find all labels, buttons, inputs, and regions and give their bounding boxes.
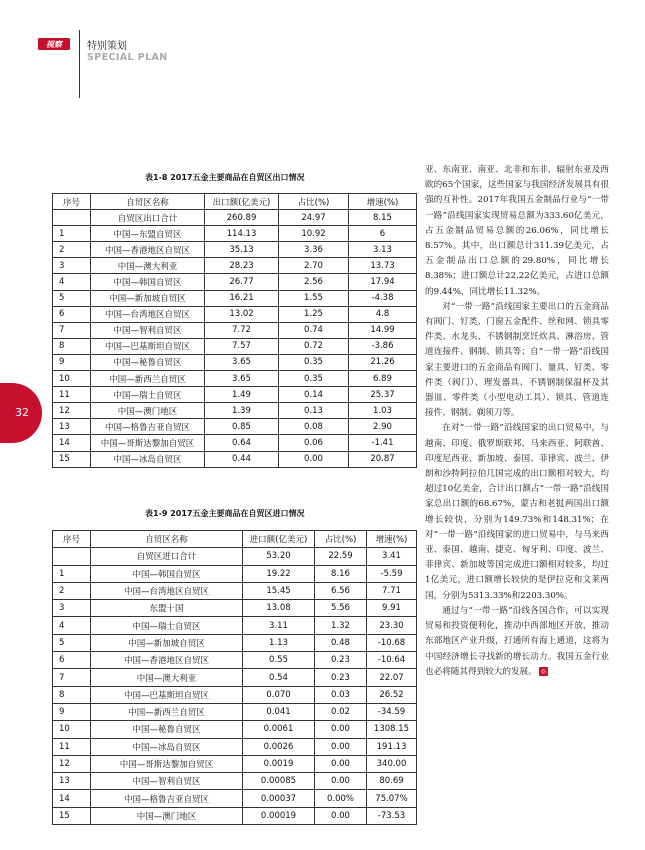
cell-seq: 14: [53, 790, 91, 807]
cell-name: 中国—韩国自贸区: [91, 274, 205, 290]
table-row: [53, 669, 417, 686]
cell-seq: 13: [53, 419, 91, 435]
cell-share: 0.02: [315, 703, 367, 720]
cell-seq: 12: [53, 403, 91, 419]
cell-share: 6.56: [315, 582, 367, 599]
cell-name: 中国—瑞士自贸区: [91, 617, 243, 634]
cell-growth: 26.52: [367, 686, 417, 703]
table2-title: 表1-9 2017五金主要商品在自贸区进口情况: [145, 509, 305, 518]
cell-growth: 3.13: [349, 242, 417, 258]
cell-share: 0.03: [315, 686, 367, 703]
cell-share: 0.00: [315, 755, 367, 772]
cell-seq: 3: [53, 258, 91, 274]
header-growth: 增速(%): [367, 531, 417, 548]
cell-share: 0.00: [315, 738, 367, 755]
table-row: [53, 686, 417, 703]
cell-share: 0.23: [315, 652, 367, 669]
cell-share: 0.00: [315, 721, 367, 738]
cell-growth: 9.91: [367, 600, 417, 617]
cell-growth: 14.99: [349, 322, 417, 338]
cell-share: 0.00%: [315, 790, 367, 807]
cell-name: 中国—澳门地区: [91, 403, 205, 419]
cell-name: 中国—哥斯达黎加自贸区: [91, 755, 243, 772]
cell-name: 中国—冰岛自贸区: [91, 738, 243, 755]
table-row: [53, 790, 417, 807]
cell-value: 0.070: [243, 686, 315, 703]
header-divider: [79, 30, 80, 98]
cell-seq: 6: [53, 306, 91, 322]
cell-share: 0.00: [315, 807, 367, 824]
cell-value: 15.45: [243, 582, 315, 599]
cell-growth: -34.59: [367, 703, 417, 720]
cell-seq: [53, 210, 91, 226]
cell-share: 3.36: [279, 242, 349, 258]
header-name: 自贸区名称: [91, 531, 243, 548]
cell-growth: 1.03: [349, 403, 417, 419]
cell-value: 16.21: [205, 290, 279, 306]
cell-growth: 8.15: [349, 210, 417, 226]
header-value: 进口额(亿美元): [243, 531, 315, 548]
cell-growth: 20.87: [349, 451, 417, 467]
paragraph-3: 在对“一带一路”沿线国家的出口贸易中，与越南、印度、俄罗斯联邦、马来西亚、阿联酋、印度尼西亚、新加坡、泰国、菲律宾、波兰、伊朗和沙特阿拉伯几国完成的出口额相对较大，均超过10亿美金，合计出口额占“一带一路”沿线国家总出口额的68.67%，蒙古和老挝两国出口额增长较快，分别为149.73%和148.31%；在对“一带一路”沿线国家的进口贸易中，与马来西亚、泰国、越南、捷克、匈牙利、印度、波兰、菲律宾、新加坡等国完成进口额相对较多，均过1亿美元，进口额增长较快的是伊拉克和文莱两国，分别为5313.33%和2203.30%。: [425, 423, 609, 601]
cell-value: 0.00019: [243, 807, 315, 824]
table-row: [53, 354, 417, 370]
cell-value: 3.11: [243, 617, 315, 634]
cell-seq: 8: [53, 338, 91, 354]
cell-value: 0.041: [243, 703, 315, 720]
cell-share: 24.97: [279, 210, 349, 226]
cell-name: 中国—格鲁吉亚自贸区: [91, 790, 243, 807]
end-mark-icon: ◎: [540, 667, 546, 675]
table-row: [53, 338, 417, 354]
paragraph-4-text: 通过与“一带一路”沿线各国合作，可以实现贸易和投资便利化，推动中西部地区开放，推动东部地区产业升级，打通所有海上通道，这将为中国经济增长寻找新的增长动力。我国五金行业也必将随其得到较大的发展。: [425, 605, 609, 677]
cell-value: 35.13: [205, 242, 279, 258]
cell-growth: 340.00: [367, 755, 417, 772]
table-row: [53, 306, 417, 322]
cell-value: 0.0061: [243, 721, 315, 738]
cell-share: 1.25: [279, 306, 349, 322]
cell-share: 0.00: [315, 773, 367, 790]
cell-name: 中国—新加坡自贸区: [91, 634, 243, 651]
cell-name: 中国—瑞士自贸区: [91, 387, 205, 403]
cell-seq: 13: [53, 773, 91, 790]
cell-share: 0.08: [279, 419, 349, 435]
cell-growth: 21.26: [349, 354, 417, 370]
table-row: [53, 634, 417, 651]
cell-seq: 2: [53, 582, 91, 599]
cell-seq: 6: [53, 652, 91, 669]
cell-name: 中国—澳大利亚: [91, 258, 205, 274]
section-title-cn: 特别策划: [87, 41, 127, 52]
cell-growth: 6: [349, 226, 417, 242]
cell-growth: 6.89: [349, 371, 417, 387]
cell-value: 0.00085: [243, 773, 315, 790]
cell-value: 0.44: [205, 451, 279, 467]
cell-seq: 10: [53, 721, 91, 738]
cell-seq: [53, 548, 91, 565]
cell-seq: 2: [53, 242, 91, 258]
total-row: [53, 548, 417, 565]
cell-share: 2.56: [279, 274, 349, 290]
cell-growth: -73.53: [367, 807, 417, 824]
section-tag-badge: 视察: [38, 38, 70, 50]
cell-seq: 11: [53, 738, 91, 755]
cell-share: 0.00: [279, 451, 349, 467]
cell-name: 中国—巴基斯坦自贸区: [91, 338, 205, 354]
cell-seq: 15: [53, 451, 91, 467]
section-title-en: SPECIAL PLAN: [87, 52, 168, 63]
cell-share: 1.32: [315, 617, 367, 634]
cell-name: 中国—新加坡自贸区: [91, 290, 205, 306]
cell-growth: 25.37: [349, 387, 417, 403]
table-header-row: [53, 194, 417, 210]
cell-seq: 15: [53, 807, 91, 824]
table-row: [53, 403, 417, 419]
cell-growth: 13.73: [349, 258, 417, 274]
cell-growth: -1.41: [349, 435, 417, 451]
cell-value: 19.22: [243, 565, 315, 582]
cell-seq: 10: [53, 371, 91, 387]
cell-value: 3.65: [205, 354, 279, 370]
cell-name: 中国—秘鲁自贸区: [91, 721, 243, 738]
cell-seq: 4: [53, 274, 91, 290]
table-row: [53, 258, 417, 274]
export-table: [52, 193, 417, 468]
cell-growth: -5.59: [367, 565, 417, 582]
cell-value: 1.49: [205, 387, 279, 403]
cell-name: 中国—智利自贸区: [91, 773, 243, 790]
cell-value: 53.20: [243, 548, 315, 565]
cell-value: 0.85: [205, 419, 279, 435]
table-header-row: [53, 531, 417, 548]
table-row: [53, 242, 417, 258]
cell-seq: 1: [53, 226, 91, 242]
cell-seq: 12: [53, 755, 91, 772]
cell-name: 自贸区出口合计: [91, 210, 205, 226]
cell-value: 13.02: [205, 306, 279, 322]
cell-seq: 9: [53, 703, 91, 720]
cell-name: 中国—香港地区自贸区: [91, 652, 243, 669]
cell-growth: 7.71: [367, 582, 417, 599]
cell-share: 0.35: [279, 354, 349, 370]
cell-value: 26.77: [205, 274, 279, 290]
table-row: [53, 290, 417, 306]
table-row: [53, 807, 417, 824]
table-row: [53, 322, 417, 338]
cell-name: 中国—台湾地区自贸区: [91, 582, 243, 599]
cell-name: 中国—冰岛自贸区: [91, 451, 205, 467]
table-row: [53, 226, 417, 242]
cell-name: 中国—澳门地区: [91, 807, 243, 824]
cell-name: 中国—澳大利亚: [91, 669, 243, 686]
table-row: [53, 419, 417, 435]
cell-seq: 9: [53, 354, 91, 370]
header-seq: 序号: [53, 531, 91, 548]
cell-name: 中国—哥斯达黎加自贸区: [91, 435, 205, 451]
cell-growth: -10.68: [367, 634, 417, 651]
cell-value: 114.13: [205, 226, 279, 242]
cell-value: 28.23: [205, 258, 279, 274]
cell-growth: 191.13: [367, 738, 417, 755]
paragraph-4: [425, 604, 609, 680]
table-row: [53, 600, 417, 617]
table-row: [53, 371, 417, 387]
cell-value: 1.39: [205, 403, 279, 419]
cell-share: 0.06: [279, 435, 349, 451]
cell-share: 1.55: [279, 290, 349, 306]
table-row: [53, 565, 417, 582]
cell-seq: 4: [53, 617, 91, 634]
import-table: [52, 530, 417, 825]
total-row: [53, 210, 417, 226]
cell-name: 中国—东盟自贸区: [91, 226, 205, 242]
cell-seq: 7: [53, 322, 91, 338]
cell-name: 中国—新西兰自贸区: [91, 703, 243, 720]
cell-seq: 14: [53, 435, 91, 451]
cell-name: 东盟十国: [91, 600, 243, 617]
cell-share: 0.23: [315, 669, 367, 686]
cell-growth: 22.07: [367, 669, 417, 686]
cell-seq: 11: [53, 387, 91, 403]
cell-growth: 23.30: [367, 617, 417, 634]
table-row: [53, 703, 417, 720]
cell-growth: 75.07%: [367, 790, 417, 807]
table-row: [53, 617, 417, 634]
cell-value: 7.72: [205, 322, 279, 338]
cell-seq: 3: [53, 600, 91, 617]
cell-share: 0.74: [279, 322, 349, 338]
cell-growth: 2.90: [349, 419, 417, 435]
cell-value: 0.64: [205, 435, 279, 451]
cell-name: 中国—韩国自贸区: [91, 565, 243, 582]
table-row: [53, 274, 417, 290]
cell-name: 中国—格鲁吉亚自贸区: [91, 419, 205, 435]
table-row: [53, 773, 417, 790]
cell-value: 0.0019: [243, 755, 315, 772]
cell-seq: 7: [53, 669, 91, 686]
cell-value: 0.55: [243, 652, 315, 669]
cell-growth: -3.86: [349, 338, 417, 354]
table-row: [53, 451, 417, 467]
article-body: [425, 163, 609, 680]
cell-share: 8.16: [315, 565, 367, 582]
cell-name: 中国—台湾地区自贸区: [91, 306, 205, 322]
cell-value: 7.57: [205, 338, 279, 354]
table-row: [53, 582, 417, 599]
cell-name: 自贸区进口合计: [91, 548, 243, 565]
cell-value: 0.0026: [243, 738, 315, 755]
cell-growth: 80.69: [367, 773, 417, 790]
cell-name: 中国—智利自贸区: [91, 322, 205, 338]
cell-share: 2.70: [279, 258, 349, 274]
table-row: [53, 435, 417, 451]
cell-share: 10.92: [279, 226, 349, 242]
cell-share: 0.72: [279, 338, 349, 354]
page-number: 32: [0, 383, 42, 443]
cell-share: 0.14: [279, 387, 349, 403]
cell-seq: 5: [53, 634, 91, 651]
table-row: [53, 387, 417, 403]
header-share: 占比(%): [279, 194, 349, 210]
cell-name: 中国—秘鲁自贸区: [91, 354, 205, 370]
cell-name: 中国—新西兰自贸区: [91, 371, 205, 387]
cell-growth: 1308.15: [367, 721, 417, 738]
cell-value: 3.65: [205, 371, 279, 387]
cell-share: 0.35: [279, 371, 349, 387]
cell-growth: 17.94: [349, 274, 417, 290]
cell-growth: -10.64: [367, 652, 417, 669]
table-row: [53, 721, 417, 738]
cell-name: 中国—巴基斯坦自贸区: [91, 686, 243, 703]
cell-value: 1.13: [243, 634, 315, 651]
header-seq: 序号: [53, 194, 91, 210]
cell-name: 中国—香港地区自贸区: [91, 242, 205, 258]
header-growth: 增速(%): [349, 194, 417, 210]
header-share: 占比(%): [315, 531, 367, 548]
header-value: 出口额(亿美元): [205, 194, 279, 210]
cell-value: 0.00037: [243, 790, 315, 807]
cell-value: 260.89: [205, 210, 279, 226]
cell-share: 22.59: [315, 548, 367, 565]
cell-growth: 3.41: [367, 548, 417, 565]
table-row: [53, 738, 417, 755]
table1-title: 表1-8 2017五金主要商品在自贸区出口情况: [145, 173, 305, 182]
paragraph-1: 亚、东南亚、南亚、北非和东非，辐射东亚及西欧的65个国家，这些国家与我国经济发展具有很强的互补性。2017年我国五金制品行业与“一带一路”沿线国家实现贸易总额为333.60亿美元，占五金制品贸易总额的26.06%，同比增长8.57%。其中，出口额总计311.39亿美元，占五金制品出口总额的29.80%，同比增长8.38%；进口额总计22.22亿美元，占进口总额的9.44%，同比增长11.32%。: [425, 165, 609, 297]
cell-seq: 1: [53, 565, 91, 582]
header-name: 自贸区名称: [91, 194, 205, 210]
cell-growth: 4.8: [349, 306, 417, 322]
table-row: [53, 755, 417, 772]
cell-share: 0.13: [279, 403, 349, 419]
table-row: [53, 652, 417, 669]
cell-share: 5.56: [315, 600, 367, 617]
cell-value: 0.54: [243, 669, 315, 686]
cell-share: 0.48: [315, 634, 367, 651]
cell-value: 13.08: [243, 600, 315, 617]
paragraph-2: 对“一带一路”沿线国家主要出口的五金商品有阀门、钉类、门窗五金配件、丝和网、锁具零件类、水龙头、不锈钢制烹饪炊具、淋浴房、管道连接件、钢制、锁具等；自“一带一路”沿线国家主要进口的五金商品有阀门、量具、钉类、零件类（阀门）、理发器具、不锈钢制保温杯及其器皿、零件类（小型电动工具）、锁具、管道连接件、钢制、剃须刀等。: [425, 301, 609, 419]
cell-seq: 8: [53, 686, 91, 703]
cell-seq: 5: [53, 290, 91, 306]
cell-growth: -4.38: [349, 290, 417, 306]
